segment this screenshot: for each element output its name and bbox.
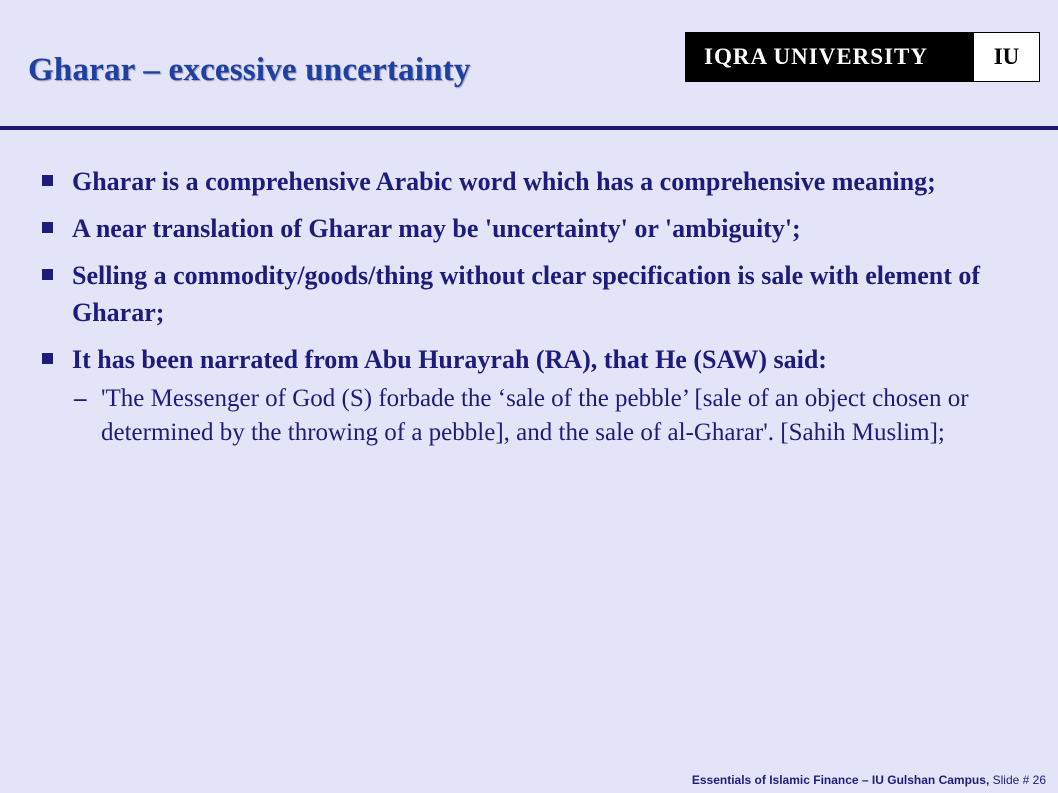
dash-marker: –	[74, 385, 87, 412]
footer-slide-number: Slide # 26	[992, 773, 1046, 787]
bullet-text: It has been narrated from Abu Hurayrah (RA), that He (SAW) said:	[72, 345, 827, 374]
university-logo	[685, 32, 1040, 82]
square-bullet-icon	[42, 222, 53, 233]
footer-course: Essentials of Islamic Finance – IU Gulshan Campus,	[691, 773, 990, 787]
title-divider	[0, 126, 1058, 130]
bullet-item	[40, 163, 1015, 200]
sub-bullet-text: 'The Messenger of God (S) forbade the ‘sale of the pebble’ [sale of an object chosen or determined by the throwing of a pebble], and the sale of al-Gharar'. [Sahih Muslim];	[101, 385, 969, 446]
bullet-item	[40, 257, 1015, 331]
slide-content	[40, 163, 1015, 450]
square-bullet-icon	[42, 353, 53, 364]
square-bullet-icon	[42, 175, 53, 186]
bullet-text: Gharar is a comprehensive Arabic word which has a comprehensive meaning;	[72, 167, 936, 196]
logo-university-name: IQRA UNIVERSITY	[686, 33, 974, 81]
slide-title: Gharar – excessive uncertainty	[28, 52, 471, 88]
bullet-text: A near translation of Gharar may be 'uncertainty' or 'ambiguity';	[72, 214, 801, 243]
bullet-text: Selling a commodity/goods/thing without clear specification is sale with element of Gharar;	[72, 261, 981, 327]
bullet-item	[40, 210, 1015, 247]
logo-abbreviation: IU	[974, 33, 1039, 81]
sub-bullet-item	[40, 382, 1015, 450]
square-bullet-icon	[42, 269, 53, 280]
slide-footer	[692, 773, 1046, 787]
bullet-item	[40, 341, 1015, 378]
